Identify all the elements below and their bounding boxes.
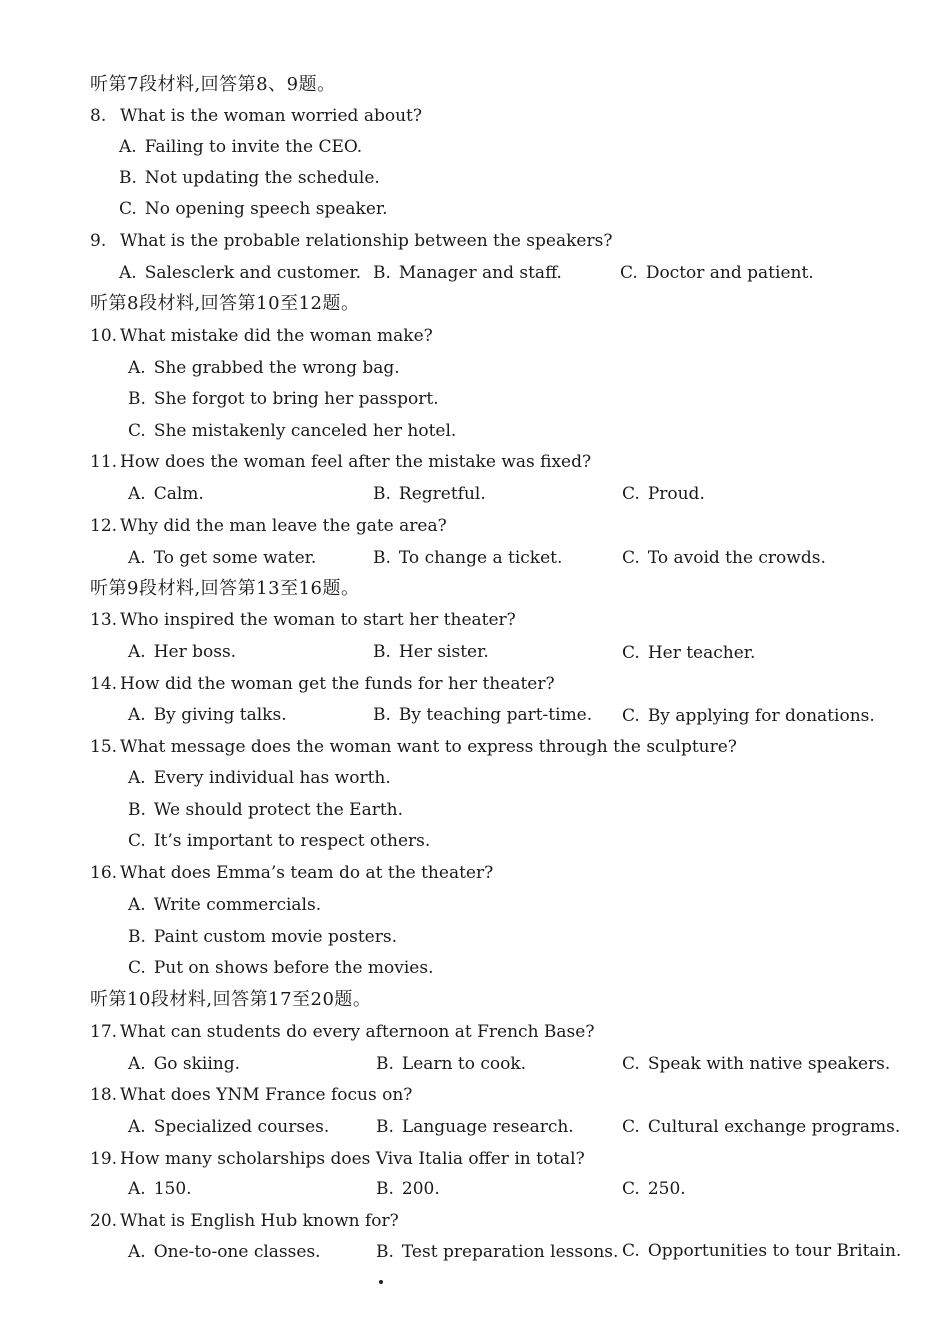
question-10-option-c: C. She mistakenly canceled her hotel. bbox=[128, 421, 457, 441]
question-11-option-c: C. Proud. bbox=[622, 484, 705, 504]
question-14: 14. How did the woman get the funds for her theater? bbox=[90, 674, 555, 694]
question-19: 19. How many scholarships does Viva Italia offer in total? bbox=[90, 1149, 585, 1169]
question-18-option-a: A. Specialized courses. bbox=[128, 1117, 330, 1137]
question-20-option-b: B. Test preparation lessons. bbox=[376, 1242, 619, 1262]
question-9: 9. What is the probable relationship between the speakers? bbox=[90, 231, 613, 251]
question-11-option-b: B. Regretful. bbox=[373, 484, 486, 504]
question-8-option-a: A. Failing to invite the CEO. bbox=[119, 137, 363, 157]
question-13-option-c: C. Her teacher. bbox=[622, 643, 756, 663]
question-17-option-a: A. Go skiing. bbox=[128, 1054, 241, 1074]
question-16-option-b: B. Paint custom movie posters. bbox=[128, 927, 397, 947]
question-20: 20. What is English Hub known for? bbox=[90, 1211, 399, 1231]
question-18-option-c: C. Cultural exchange programs. bbox=[622, 1117, 901, 1137]
question-10-option-a: A. She grabbed the wrong bag. bbox=[128, 358, 400, 378]
question-18-option-b: B. Language research. bbox=[376, 1117, 574, 1137]
section-heading-9: 听第9段材料,回答第13至16题。 bbox=[90, 578, 360, 599]
section-heading-7: 听第7段材料,回答第8、9题。 bbox=[90, 74, 336, 95]
question-20-option-c: C. Opportunities to tour Britain. bbox=[622, 1241, 902, 1261]
question-10-option-b: B. She forgot to bring her passport. bbox=[128, 389, 439, 409]
question-20-option-a: A. One-to-one classes. bbox=[128, 1242, 321, 1262]
question-17-option-b: B. Learn to cook. bbox=[376, 1054, 527, 1074]
question-9-option-a: A. Salesclerk and customer. bbox=[119, 263, 362, 283]
section-heading-10: 听第10段材料,回答第17至20题。 bbox=[90, 989, 372, 1010]
question-17-option-c: C. Speak with native speakers. bbox=[622, 1054, 891, 1074]
question-9-option-b: B. Manager and staff. bbox=[373, 263, 562, 283]
question-16-option-c: C. Put on shows before the movies. bbox=[128, 958, 434, 978]
section-heading-8: 听第8段材料,回答第10至12题。 bbox=[90, 293, 360, 314]
question-12: 12. Why did the man leave the gate area? bbox=[90, 516, 447, 536]
question-10: 10. What mistake did the woman make? bbox=[90, 326, 433, 346]
question-12-option-b: B. To change a ticket. bbox=[373, 548, 563, 568]
scan-dot-mark bbox=[379, 1280, 383, 1284]
question-14-option-b: B. By teaching part-time. bbox=[373, 705, 593, 725]
question-8-option-b: B. Not updating the schedule. bbox=[119, 168, 380, 188]
question-19-option-a: A. 150. bbox=[128, 1179, 192, 1199]
question-17: 17. What can students do every afternoon at French Base? bbox=[90, 1022, 595, 1042]
question-15: 15. What message does the woman want to express through the sculpture? bbox=[90, 737, 737, 757]
question-9-option-c: C. Doctor and patient. bbox=[620, 263, 814, 283]
question-14-option-a: A. By giving talks. bbox=[128, 705, 287, 725]
question-14-option-c: C. By applying for donations. bbox=[622, 706, 875, 726]
question-16-option-a: A. Write commercials. bbox=[128, 895, 322, 915]
question-13: 13. Who inspired the woman to start her theater? bbox=[90, 610, 516, 630]
question-8: 8. What is the woman worried about? bbox=[90, 106, 422, 126]
question-11-option-a: A. Calm. bbox=[128, 484, 204, 504]
question-19-option-b: B. 200. bbox=[376, 1179, 440, 1199]
question-8-option-c: C. No opening speech speaker. bbox=[119, 199, 388, 219]
question-11: 11. How does the woman feel after the mistake was fixed? bbox=[90, 452, 592, 472]
question-13-option-b: B. Her sister. bbox=[373, 642, 489, 662]
question-18: 18. What does YNM France focus on? bbox=[90, 1085, 413, 1105]
question-16: 16. What does Emma’s team do at the theater? bbox=[90, 863, 494, 883]
question-15-option-b: B. We should protect the Earth. bbox=[128, 800, 404, 820]
question-13-option-a: A. Her boss. bbox=[128, 642, 237, 662]
question-12-option-a: A. To get some water. bbox=[128, 548, 317, 568]
question-19-option-c: C. 250. bbox=[622, 1179, 686, 1199]
question-15-option-a: A. Every individual has worth. bbox=[128, 768, 391, 788]
question-15-option-c: C. It’s important to respect others. bbox=[128, 831, 431, 851]
question-12-option-c: C. To avoid the crowds. bbox=[622, 548, 826, 568]
